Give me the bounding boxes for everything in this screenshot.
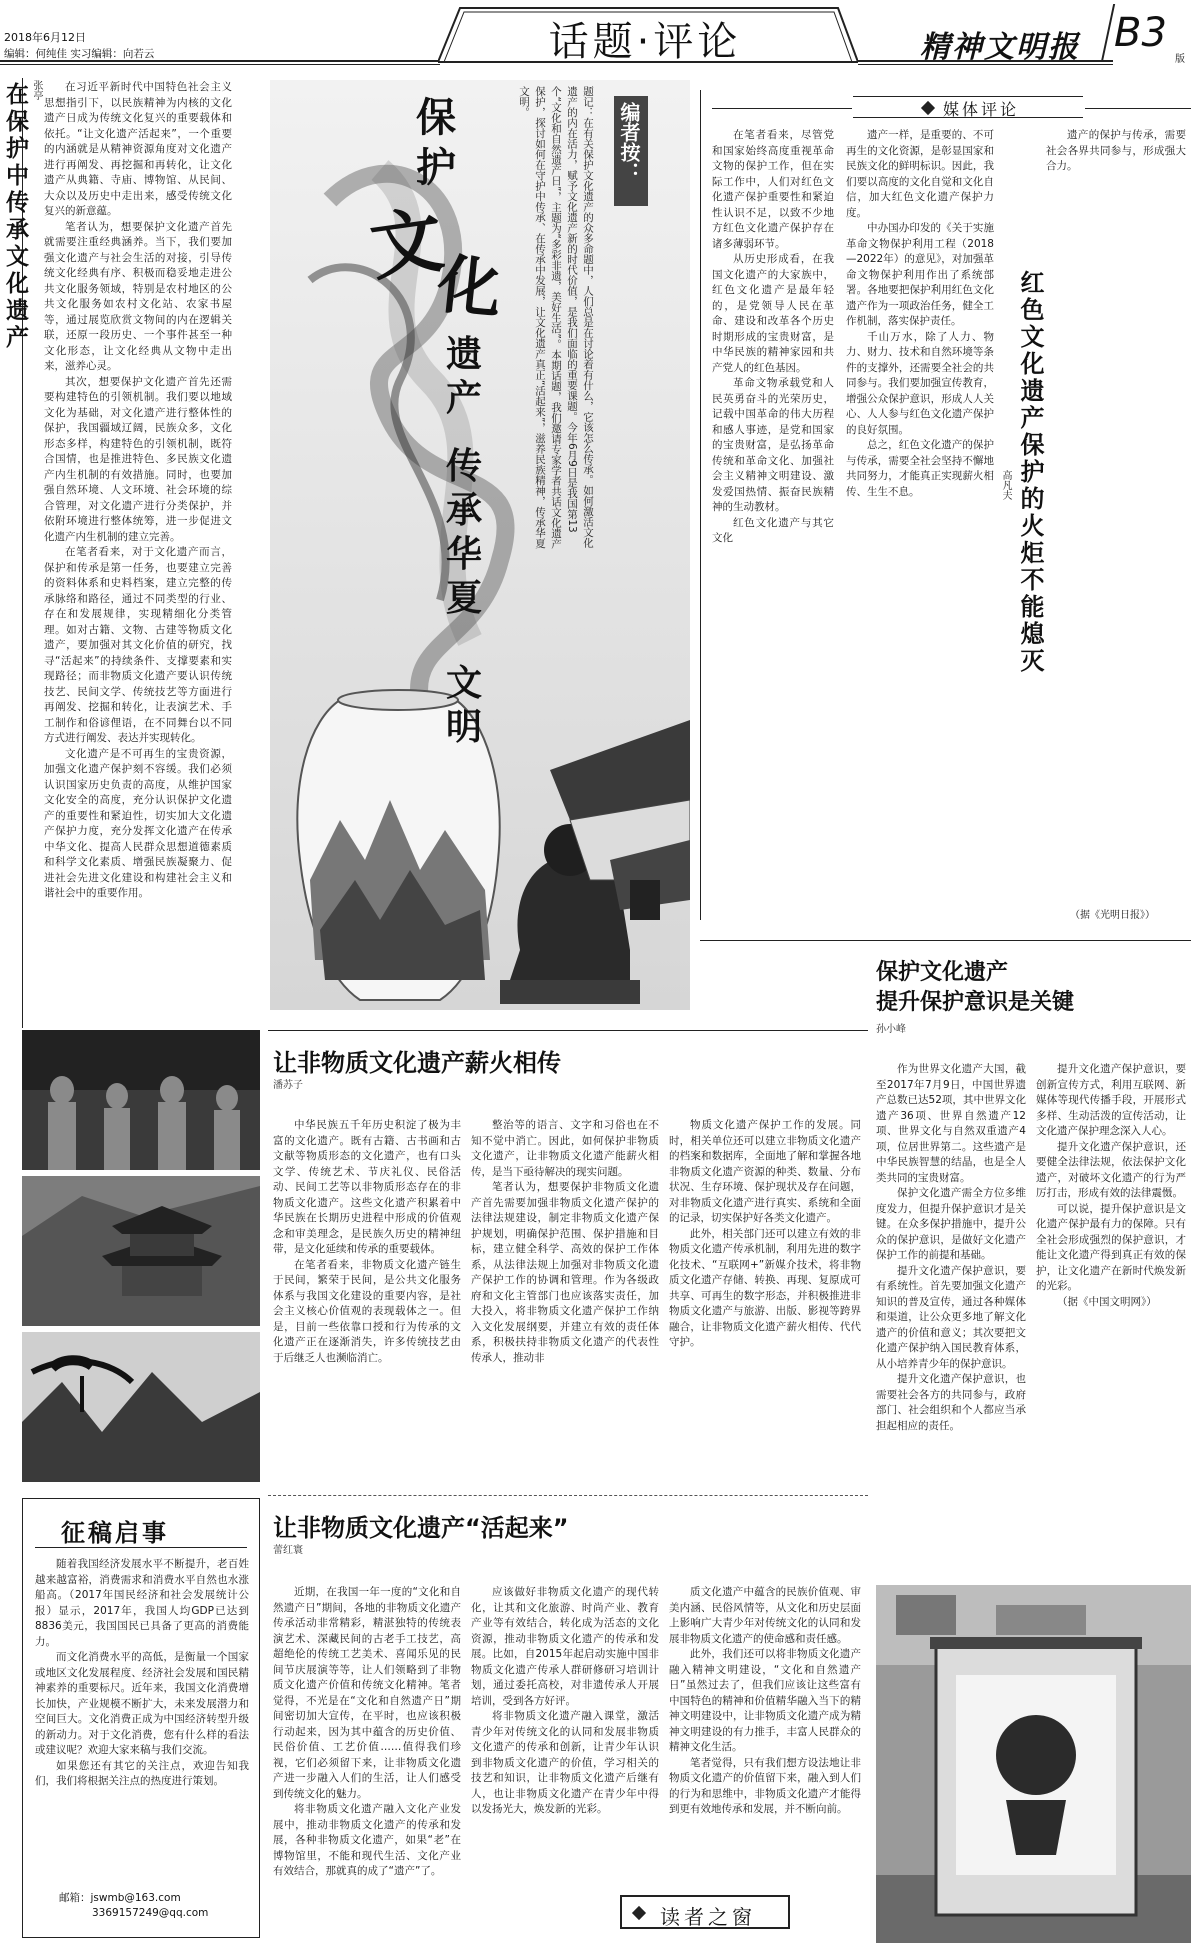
media-review-col3: 遗产的保护与传承，需要社会各界共同参与，形成强大合力。: [1046, 129, 1186, 172]
article-alive-title: 让非物质文化遗产“活起来”: [273, 1514, 569, 1542]
awareness-col2: 提升文化遗产保护意识，要创新宣传方式，利用互联网、新媒体等现代传播手段，开展形式多样、生动活泼的宣传活动，让文化遗产保护理念深入人心。 提升文化遗产保护意识，还要健全法律法规，依法保护文化遗产，对破坏文化遗产的行为严厉打击，形成有效的法律震慑。 可以说，提升保护意识是文化遗产保护最有力的保障。只有全社会形成强烈的保护意识，才能让文化遗产得到真正有效的保护，让文化遗产在新时代焕发新的光彩。 （据《中国文明网》）: [1036, 1063, 1186, 1308]
media-review-col1: 在笔者看来，尽管党和国家始终高度重视革命文物的保护工作，但在实际工作中，人们对红色文化遗产保护重要性和紧迫性认识不足，以致不少地方红色文化遗产保护存在诸多薄弱环节。 从历史形成看，在我国文化遗产的大家族中，红色文化遗产是最年轻的，是党领导人民在革命、建设和改革各个历史时期形成的宝贵财富，是中华民族的精神家园和共产党人的红色基因。 革命文物承载党和人民英勇奋斗的光荣历史，记载中国革命的伟大历程和感人事迹，是党和国家的宝贵财富，是弘扬革命传统和革命文化、加强社会主义精神文明建设、激发爱国热情、振奋民族精神的生动教材。 红色文化遗产与其它文化: [712, 129, 834, 544]
media-review-icon: [921, 101, 935, 115]
media-review-col2: 遗产一样，是重要的、不可再生的文化资源，是彰显国家和民族文化的鲜明标识。因此，我们要以高度的文化自觉和文化自信，加大红色文化遗产保护力度。 中办国办印发的《关于实施革命文物保护利用工程（2018—2022年）的意见》，对加强革命文物保护利用作出了系统部署。各地要把保护利用红色文化遗产作为一项政治任务，健全工作机制，落实保护责任。 千山万水，除了人力、物力、财力、技术和自然环境等条件的支撑外，还需要全社会的共同参与。我们要加强宣传教育，增强公众保护意识，形成人人关心、人人参与红色文化遗产保护的良好氛围。 总之，红色文化遗产的保护与传承，需要全社会坚持不懈地共同努力，才能真正实现薪火相传、生生不息。: [846, 129, 994, 498]
media-review-source: （据《光明日报》）: [1070, 910, 1155, 921]
call-for-papers: [22, 1498, 260, 1938]
awareness-author: 孙小峰: [876, 1024, 906, 1035]
editor-note-label: 编者按：: [614, 96, 648, 206]
page-number: B3: [1114, 10, 1167, 56]
call-for-papers-email: 邮箱：jswmb@163.com 3369157249@qq.com: [59, 1892, 209, 1919]
temple-cliff-photo: [22, 1176, 260, 1326]
feature-title-char: 夏: [446, 577, 483, 619]
article-fire-title: 让非物质文化遗产薪火相传: [273, 1049, 561, 1077]
feature-title-char: 保: [416, 94, 456, 141]
article-alive-col1: 近期，在我国一年一度的“文化和自然遗产日”期间，各地的非物质文化遗产传承活动非常精彩，精湛独特的传统表演艺术、深藏民间的古老手工技艺，高超绝伦的传统工艺美术、喜闻乐见的民间节庆展演等等，让人们领略到了非物质文化遗产价值和传统文化精神。笔者觉得，不光是在“文化和自然遗产日”期间密切加大宣传，在平时，也应该积极行动起来，因为其中蕴含的历史价值、民俗价值、工艺价值……值得我们珍视，它们必须留下来，让非物质文化遗产进一步融入人们的生活，让人们感受到传统文化的魅力。 将非物质文化遗产融入文化产业发展中，推动非物质文化遗产的传承和发展，各种非物质文化遗产，如果“老”在博物馆里，不能和现代生活、文化产业有效结合，那就真的成了“遗产”了。: [273, 1586, 461, 1877]
email-link-2[interactable]: 3369157249@qq.com: [92, 1907, 209, 1919]
article-fire-author: 潘苏子: [273, 1080, 303, 1091]
readers-window-label: 读者之窗: [620, 1895, 790, 1929]
feature-title-char: 传: [446, 445, 483, 487]
left-article-title: 在保护中传承文化遗产: [2, 82, 29, 352]
media-review-author: 高凡夫: [1000, 470, 1011, 500]
feature-title: [365, 86, 506, 619]
paper-name-logo: 精神文明报: [920, 30, 1080, 65]
article-fire-col3: 物质文化遗产保护工作的发展。同时，相关单位还可以建立非物质文化遗产的档案和数据库，全面地了解和掌握各地非物质文化遗产资源的种类、数量、分布状况、生存环境、保护现状及存在问题，对非物质文化遗产进行真实、系统和全面的记录，切实保护好各类文化遗产。 此外，相关部门还可以建立有效的非物质文化遗产传承机制，利用先进的数字化技术、“互联网+”新媒介技术，将非物质文化遗产存储、转换、再现、复原成可共享、可再生的数字形态，并积极推进非物质文化遗产与旅游、出版、影视等跨界融合，让非物质文化遗产薪火相传、代代守护。: [669, 1119, 861, 1348]
terracotta-warriors-photo: [22, 1030, 260, 1170]
feature-title-char-large: 化: [433, 246, 506, 329]
media-review-title: 红色文化遗产保护的火炬不能熄灭: [1016, 270, 1045, 675]
feature-title-char: 护: [416, 144, 456, 191]
call-for-papers-title: 征稿启事: [61, 1519, 169, 1547]
article-alive-author: 蕾红寰: [273, 1545, 303, 1556]
left-article-author: 张亭: [31, 80, 42, 100]
bus-stop-photo: [876, 1585, 1191, 1943]
call-for-papers-body: 随着我国经济发展水平不断提升，老百姓越来越富裕，消费需求和消费水平自然也水涨船高。（2017年国民经济和社会发展统计公报）显示，2017年，我国人均GDP已达到8836美元，我国国民已具备了更高的消费能力。 而文化消费水平的高低，是衡量一个国家或地区文化发展程度、经济社会发展和国民精神素养的重要标尺。近年来，我国文化消费增长加快，产业规模不断扩大，未来发展潜力和空间巨大。文化消费正成为中国经济转型升级的新动力。对于文化消费，您有什么样的看法或建议呢？欢迎大家来稿与我们交流。 如果您还有其它的关注点，欢迎告知我们，我们将根据关注点的热度进行策划。: [35, 1558, 249, 1787]
awareness-title-line1: 保护文化遗产: [876, 960, 1009, 985]
article-fire-col1: 中华民族五千年历史积淀了极为丰富的文化遗产。既有古籍、古书画和古文献等物质形态的文化遗产，也有口头文学、传统艺术、节庆礼仪、民俗活动、民间工艺等以非物质形态存在的非物质文化遗产。这些文化遗产积累着中华民族在长期历史进程中形成的价值观念和审美理念，是民族久历史的精神纽带，是文化延续和传承的重要载体。 在笔者看来，非物质文化遗产链生于民间，繁荣于民间，是公共文化服务体系与我国文化建设的重要内容，是社会主义核心价值观的表现载体之一。但是，目前一些依靠口授和行为传承的文化遗产正在逐渐消失，许多传统技艺由于后继乏人也濒临消亡。: [273, 1119, 461, 1364]
left-article-body: 在习近平新时代中国特色社会主义思想指引下，以民族精神为内核的文化遗产日成为传统文化复兴的重要载体和依托。“让文化遗产活起来”，一个重要的内涵就是从精神资源角度对文化遗产进行再阐发、再挖掘和再转化，让文化遗产从典籍、寺庙、博物馆、从民间、大众以及历史中走出来，感受传统文化复兴的新意蕴。 笔者认为，想要保护文化遗产首先就需要注重经典涵养。当下，我们要加强文化遗产与社会生活的对接，引导传统文化经典有序、积极而稳妥地走进公共文化服务领域，特别是农村地区的公共文化服务如农村文化站、农家书屋等，通过展览欣赏文物间的内在逻辑关联，还原一段历史、一个事件甚至一种文化形态，让文化经典从文物中走出来，滋养心灵。 其次，想要保护文化遗产首先还需要构建特色的引领机制。我们要以地域文化为基础，对文化遗产进行整体性的保护，我国疆域辽阔，民族众多，文化形态多样，构建特色的引领机制，既符合国情，也是推进特色、多民族文化遗产内生机制的有效措施。同时，也要加强自然环境、人文环境、社会环境的综合管理，对文化遗产进行分类保护，并依附环境进行整体统筹，进一步促进文化遗产内生机制的建立完善。 在笔者看来，对于文化遗产而言，保护和传承是第一任务，也要建立完善的资料体系和史料档案，建立完整的传承脉络和路径，通过不同类型的行业、存在和发展规律，实现精细化分类管理。如对古籍、文物、古建等物质文化遗产，要加强对其文化价值的研究，找寻“活起来”的持续条件、支撑要素和实现路径；而非物质文化遗产要认识传统技艺、民间文学、传统技艺等方面进行再阐发、挖掘和转化，让表演艺术、手工制作和俗谚俚语，在不同舞台以不同方式进行阐发、表达并实现转化。 文化遗产是不可再生的宝贵资源，加强文化遗产保护刻不容缓。我们必须认识国家历史负责的高度，从维护国家文化安全的高度，充分认识保护文化遗产的重要性和紧迫性，切实加大文化遗产保护力度，充分发挥文化遗产在传承中华文化、提高人民群众思想道德素质和科学文化素质、增强民族凝聚力、促进社会先进文化建设和构建社会主义和谐社会中的重要作用。: [44, 81, 232, 899]
editor-note: 题记：在有关保护文化遗产的众多命题中，人们总是在讨论着有什么，它该怎么传承。如何激活文化遗产的内在活力，赋予文化遗产新的时代价值，是我们面临的重要课题。今年6月9日是我国第13个“文化和自然遗产日”，主题为“多彩非遗，美好生活”。本期话题，我们邀请专家学者共话文化遗产保护，探讨如何在守护中传承、在传承中发展，让文化遗产真正“活起来”，滋养民族精神，传承华夏文明。: [518, 86, 594, 549]
issue-date: 2018年6月12日: [4, 31, 86, 44]
mountain-pine-photo: [22, 1332, 260, 1482]
article-fire-col2: 整治等的语言、文字和习俗也在不知不觉中消亡。因此，如何保护非物质文化遗产，让非物质文化遗产能薪火相传，是当下亟待解决的现实问题。 笔者认为，想要保护非物质文化遗产首先需要加强非物质文化遗产保护的法律法规建设，制定非物质文化遗产保护规划，明确保护范围、保护措施和目标，建立健全科学、高效的保护工作体系，从法律法规上加强对非物质文化遗产保护工作的协调和管理。作为各级政府和文化主管部门也应该落实责任，加大投入，将非物质文化遗产保护工作纳入文化发展纲要，并建立有效的责任体系，积极扶持非物质文化遗产的代表性传承人，推动非: [471, 1119, 659, 1364]
feature-title-char: 遗: [446, 333, 483, 375]
feature-title-char-large: 文: [365, 196, 449, 291]
email-link-1[interactable]: jswmb@163.com: [90, 1892, 181, 1904]
article-alive-col2: 应该做好非物质文化遗产的现代转化，让其和文化旅游、时尚产业、教育产业等有效结合，转化成为活态的文化资源，推动非物质文化遗产的传承和发展。比如，自2015年起启动实施中国非物质文化遗产传承人群研修研习培训计划，通过委托高校，对非遗传承人开展培训，受到各方好评。 将非物质文化遗产融入课堂，激活青少年对传统文化的认同和发展非物质文化遗产的传承和创新，让青少年认识到非物质文化遗产的价值，学习相关的技艺和知识，让非物质文化遗产后继有人，也让非物质文化遗产在青少年中得以发扬光大，焕发新的光彩。: [471, 1586, 659, 1815]
feature-title-tail: 文 明: [446, 662, 483, 748]
feature-title-char: 华: [446, 533, 483, 575]
readers-window-icon: [632, 1906, 646, 1920]
masthead: [0, 0, 1191, 66]
awareness-col1: 作为世界文化遗产大国，截至2017年7月9日，中国世界遗产总数已达52项，其中世界文化遗产36项、世界自然遗产12项、世界文化与自然双重遗产4项，位居世界第二。这些遗产是中华民族智慧的结晶，也是全人类共同的宝贵财富。 保护文化遗产需全方位多维度发力，但提升保护意识才是关键。在众多保护措施中，提升公众的保护意识，是做好文化遗产保护工作的前提和基础。 提升文化遗产保护意识，要有系统性。首先要加强文化遗产知识的普及宣传，通过各种媒体和渠道，让公众更多地了解文化遗产的价值和意义；其次要把文化遗产保护纳入国民教育体系，从小培养青少年的保护意识。 提升文化遗产保护意识，也需要社会各方的共同参与，政府部门、社会组织和个人都应当承担起相应的责任。: [876, 1063, 1026, 1432]
media-review-label: 媒体评论: [853, 96, 1083, 118]
section-title: 话题·评论: [548, 19, 742, 65]
awareness-title-line2: 提升保护意识是关键: [876, 990, 1075, 1015]
feature-title-char: 产: [446, 377, 483, 419]
page-suffix: 版: [1175, 54, 1185, 65]
article-alive-col3: 质文化遗产中蕴含的民族价值观、审美内涵、民俗风情等，从文化和历史层面上影响广大青少年对传统文化的认同和发展非物质文化遗产的使命感和责任感。 此外，我们还可以将非物质文化遗产融入精神文明建设，“文化和自然遗产日”虽然过去了，但我们应该让这些富有中国特色的精神和价值精华融入当下的精神文明建设中，让非物质文化遗产成为精神文明建设的有力推手，丰富人民群众的精神文化生活。 笔者觉得，只有我们想方设法地让非物质文化遗产的价值留下来，融入到人们的行为和思维中，非物质文化遗产才能得到更有效地传承和发展，并不断向前。: [669, 1586, 861, 1815]
feature-title-char: 承: [446, 489, 483, 531]
issue-editors: 编辑：何纯佳 实习编辑：向若云: [4, 48, 155, 60]
